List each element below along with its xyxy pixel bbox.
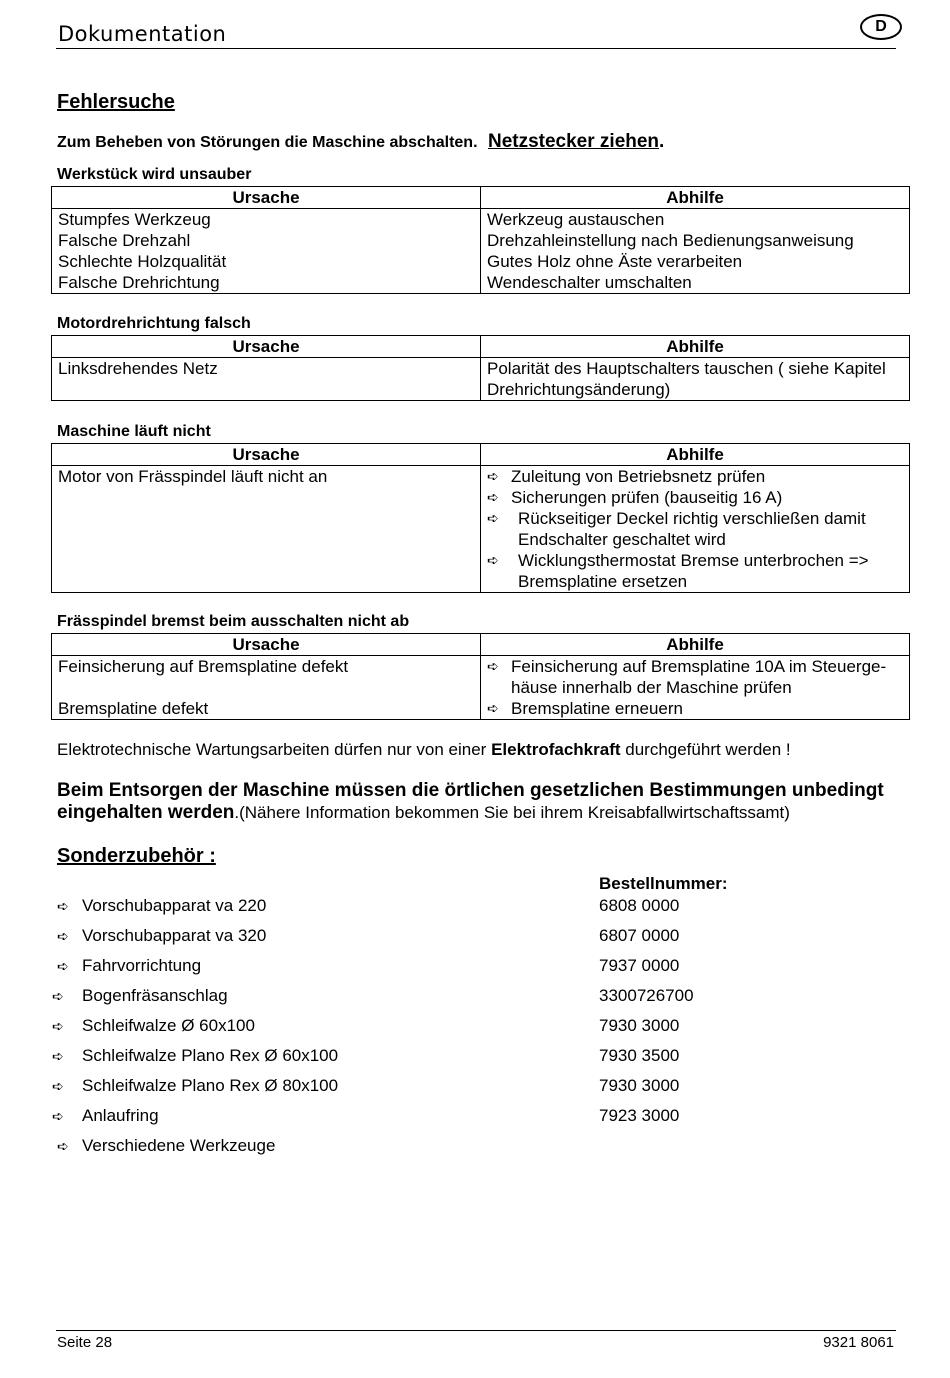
cause-text: Falsche Drehrichtung — [58, 273, 220, 292]
list-item — [487, 550, 903, 592]
list-item — [52, 986, 752, 1008]
note-suffix: durchgeführt werden ! — [625, 740, 791, 759]
list-item — [52, 926, 752, 948]
col-header-cause: Ursache — [52, 187, 481, 209]
remedy-text: Sicherungen prüfen (bauseitig 16 A) — [511, 488, 783, 507]
remedy-text: Drehrichtungsänderung) — [487, 380, 671, 399]
arrow-right-icon: ➪ — [57, 928, 69, 944]
arrow-right-icon: ➪ — [57, 1138, 69, 1154]
arrow-right-icon: ➪ — [52, 1078, 64, 1094]
col-header-remedy: Abhilfe — [481, 444, 910, 466]
cause-text: Feinsicherung auf Bremsplatine defekt — [58, 657, 349, 676]
table-title: Frässpindel bremst beim ausschalten nicht ab — [57, 613, 410, 630]
cause-cell — [52, 358, 481, 401]
arrow-right-icon: ➪ — [487, 700, 499, 716]
disposal-bold: Beim Entsorgen der Maschine müssen die örtlichen gesetzlichen Bestimmungen unbedingt eingehalten werden — [57, 780, 884, 823]
remedy-text: Feinsicherung auf Bremsplatine 10A im Steuerge- — [511, 657, 887, 676]
remedy-text: Wendeschalter umschalten — [487, 273, 692, 292]
intro-bold: Zum Beheben von Störungen die Maschine abschalten. — [57, 134, 478, 151]
page-number: Seite 28 — [57, 1334, 113, 1351]
accessory-number: 7930 3000 — [599, 1016, 680, 1035]
accessory-name: Vorschubapparat va 320 — [82, 926, 267, 945]
cause-text: Motor von Frässpindel läuft nicht an — [58, 467, 328, 486]
table-title: Maschine läuft nicht — [57, 423, 211, 440]
remedy-cell — [481, 209, 910, 294]
cause-text: Schlechte Holzqualität — [58, 252, 227, 271]
accessory-number: 7930 3500 — [599, 1046, 680, 1065]
cause-text: Falsche Drehzahl — [58, 231, 191, 250]
arrow-right-icon: ➪ — [52, 1018, 64, 1034]
remedy-text: Wicklungsthermostat Bremse unterbrochen => — [518, 551, 869, 570]
remedy-text: Rückseitiger Deckel richtig verschließen damit — [518, 509, 866, 528]
remedy-text: Werkzeug austauschen — [487, 210, 665, 229]
col-header-remedy: Abhilfe — [481, 187, 910, 209]
accessory-name: Verschiedene Werkzeuge — [82, 1136, 276, 1155]
remedy-text: Polarität des Hauptschalters tauschen ( siehe Kapitel — [487, 359, 886, 378]
accessory-number: 7923 3000 — [599, 1106, 680, 1125]
col-header-cause: Ursache — [52, 444, 481, 466]
accessory-name: Vorschubapparat va 220 — [82, 896, 267, 915]
col-header-cause: Ursache — [52, 634, 481, 656]
page-footer — [56, 1330, 896, 1351]
list-item — [52, 1076, 752, 1098]
list-item — [487, 487, 903, 508]
arrow-right-icon: ➪ — [57, 898, 69, 914]
accessory-name: Anlaufring — [82, 1106, 159, 1125]
list-item — [487, 698, 903, 719]
arrow-right-icon: ➪ — [487, 658, 499, 674]
troubleshooting-table — [51, 443, 910, 593]
accessories-heading: Sonderzubehör : — [57, 845, 216, 867]
table-row — [52, 656, 910, 720]
troubleshooting-heading: Fehlersuche — [57, 91, 175, 113]
remedy-text: Endschalter geschaltet wird — [518, 530, 726, 549]
accessory-name: Schleifwalze Plano Rex Ø 80x100 — [82, 1076, 339, 1095]
arrow-right-icon: ➪ — [52, 1048, 64, 1064]
document-number: 9321 8061 — [823, 1334, 894, 1351]
list-item — [52, 1046, 752, 1068]
accessory-number: 6807 0000 — [599, 926, 680, 945]
remedy-text: Zuleitung von Betriebsnetz prüfen — [511, 467, 766, 486]
accessory-name: Schleifwalze Plano Rex Ø 60x100 — [82, 1046, 339, 1065]
list-item — [52, 896, 752, 918]
list-item — [52, 1106, 752, 1128]
remedy-text: Bremsplatine erneuern — [511, 699, 683, 718]
remedy-cell — [481, 656, 910, 720]
list-item — [487, 508, 903, 550]
accessory-name: Bogenfräsanschlag — [82, 986, 228, 1005]
arrow-right-icon: ➪ — [487, 468, 499, 484]
table-row — [52, 358, 910, 401]
document-title: Dokumentation — [58, 22, 227, 46]
list-item — [52, 956, 752, 978]
note-bold: Elektrofachkraft — [491, 740, 621, 759]
troubleshooting-table — [51, 186, 910, 294]
col-header-cause: Ursache — [52, 336, 481, 358]
accessory-number: 3300726700 — [599, 986, 694, 1005]
note-prefix: Elektrotechnische Wartungsarbeiten dürfen nur von einer — [57, 740, 487, 759]
table-title: Werkstück wird unsauber — [57, 166, 252, 183]
arrow-right-icon: ➪ — [57, 958, 69, 974]
cause-text: Linksdrehendes Netz — [58, 359, 218, 378]
intro-emphasis: Netzstecker ziehen — [487, 131, 660, 152]
arrow-right-icon: ➪ — [487, 510, 499, 526]
col-header-remedy: Abhilfe — [481, 634, 910, 656]
troubleshooting-table — [51, 335, 910, 401]
remedy-text: Bremsplatine ersetzen — [518, 572, 688, 591]
page-header — [56, 20, 896, 49]
arrow-right-icon: ➪ — [487, 552, 499, 568]
list-item — [52, 1136, 752, 1158]
arrow-right-icon: ➪ — [487, 489, 499, 505]
order-number-header: Bestellnummer: — [599, 874, 728, 893]
cause-cell — [52, 656, 481, 720]
language-badge: D — [860, 14, 902, 40]
cause-text: Bremsplatine defekt — [58, 699, 209, 718]
col-header-remedy: Abhilfe — [481, 336, 910, 358]
remedy-cell — [481, 466, 910, 593]
table-row — [52, 466, 910, 593]
troubleshooting-table — [51, 633, 910, 720]
cause-cell — [52, 209, 481, 294]
disposal-normal: .(Nähere Information bekommen Sie bei ihrem Kreisabfallwirtschaftssamt) — [234, 803, 790, 822]
cause-cell — [52, 466, 481, 593]
remedy-text: häuse innerhalb der Maschine prüfen — [511, 678, 792, 697]
list-item — [487, 656, 903, 698]
disposal-note — [57, 780, 917, 824]
accessory-number: 7937 0000 — [599, 956, 680, 975]
table-row — [52, 209, 910, 294]
remedy-text: Drehzahleinstellung nach Bedienungsanweisung — [487, 231, 854, 250]
accessory-number: 7930 3000 — [599, 1076, 680, 1095]
remedy-cell — [481, 358, 910, 401]
remedy-text: Gutes Holz ohne Äste verarbeiten — [487, 252, 743, 271]
accessory-name: Schleifwalze Ø 60x100 — [82, 1016, 255, 1035]
cause-text: Stumpfes Werkzeug — [58, 210, 211, 229]
accessory-name: Fahrvorrichtung — [82, 956, 202, 975]
arrow-right-icon: ➪ — [52, 1108, 64, 1124]
electrical-note — [57, 740, 791, 760]
intro-line: Zum Beheben von Störungen die Maschine abschalten. Netzstecker ziehen. — [57, 131, 665, 152]
list-item — [52, 1016, 752, 1038]
table-title: Motordrehrichtung falsch — [57, 315, 251, 332]
list-item — [487, 466, 903, 487]
accessory-number: 6808 0000 — [599, 896, 680, 915]
arrow-right-icon: ➪ — [52, 988, 64, 1004]
